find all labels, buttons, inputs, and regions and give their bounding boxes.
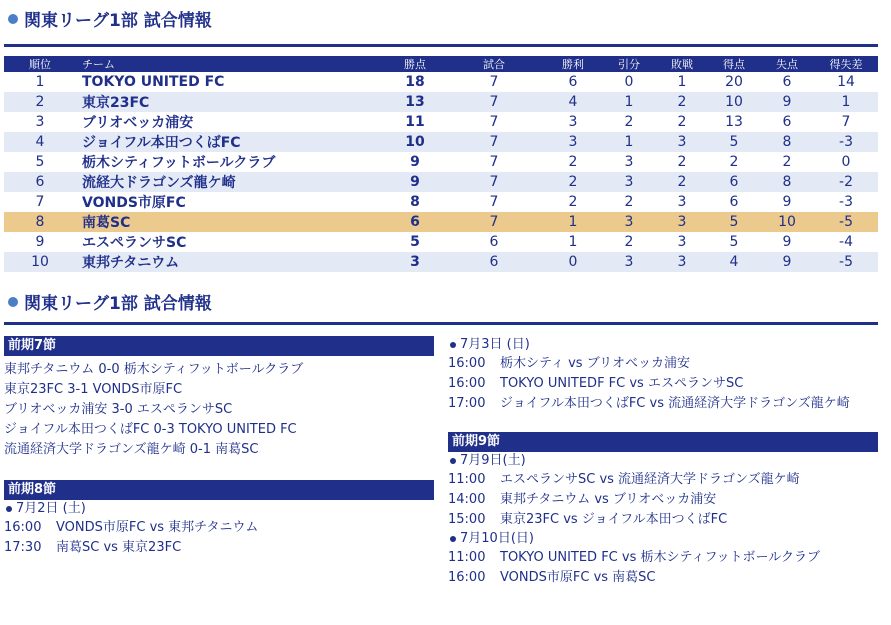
cell-lost: 3 <box>656 192 708 212</box>
match-date <box>4 500 434 518</box>
table-row <box>4 72 878 92</box>
divider <box>4 322 878 325</box>
result-line: 流通経済大学ドラゴンズ龍ケ崎 0-1 南葛SC <box>4 442 259 457</box>
header-drawn: 引分 <box>602 56 656 72</box>
table-row <box>4 132 878 152</box>
match-fixture: 南葛SC vs 東京23FC <box>56 540 182 555</box>
header-goals-for: 得点 <box>708 56 760 72</box>
cell-team: 流経大ドラゴンズ龍ケ崎 <box>76 172 386 192</box>
cell-won: 6 <box>544 72 602 92</box>
cell-goals-for: 2 <box>708 152 760 172</box>
match-line <box>448 470 878 490</box>
cell-goal-diff: -4 <box>814 232 878 252</box>
cell-goals-against: 2 <box>760 152 814 172</box>
cell-won: 2 <box>544 192 602 212</box>
bullet-icon <box>6 506 12 512</box>
cell-goal-diff: -5 <box>814 212 878 232</box>
table-row <box>4 212 878 232</box>
cell-drawn: 1 <box>602 132 656 152</box>
cell-goals-for: 5 <box>708 232 760 252</box>
cell-won: 2 <box>544 172 602 192</box>
match-fixture: 東邦チタニウム vs ブリオベッカ浦安 <box>500 492 717 507</box>
cell-points: 13 <box>386 92 444 112</box>
cell-drawn: 3 <box>602 152 656 172</box>
cell-rank: 6 <box>4 172 76 192</box>
cell-goal-diff: -5 <box>814 252 878 272</box>
match-time: 11:00 <box>448 550 486 565</box>
cell-points: 9 <box>386 172 444 192</box>
match-date-text: 7月9日(土) <box>460 453 526 468</box>
match-fixture: エスペランサSC vs 流通経済大学ドラゴンズ龍ケ崎 <box>500 472 800 487</box>
match-time: 14:00 <box>448 492 486 507</box>
table-row <box>4 192 878 212</box>
cell-goal-diff: 7 <box>814 112 878 132</box>
cell-played: 6 <box>444 232 544 252</box>
cell-goals-for: 20 <box>708 72 760 92</box>
cell-goals-for: 6 <box>708 192 760 212</box>
match-date-text: 7月2日 (土) <box>16 501 86 516</box>
cell-played: 7 <box>444 112 544 132</box>
match-line <box>448 548 878 568</box>
cell-played: 7 <box>444 192 544 212</box>
match-fixture: ジョイフル本田つくばFC vs 流通経済大学ドラゴンズ龍ケ崎 <box>500 396 850 411</box>
match-time: 17:00 <box>448 396 486 411</box>
divider <box>4 44 878 47</box>
cell-goals-against: 8 <box>760 172 814 192</box>
cell-goal-diff: -2 <box>814 172 878 192</box>
cell-drawn: 2 <box>602 232 656 252</box>
cell-goals-against: 9 <box>760 232 814 252</box>
result-line: ジョイフル本田つくばFC 0-3 TOKYO UNITED FC <box>4 422 297 437</box>
cell-drawn: 0 <box>602 72 656 92</box>
standings-title-text: 関東リーグ1部 試合情報 <box>24 11 212 31</box>
cell-goals-for: 13 <box>708 112 760 132</box>
match-time: 16:00 <box>448 356 486 371</box>
cell-points: 6 <box>386 212 444 232</box>
header-team: チーム <box>76 56 386 72</box>
match-date <box>448 336 878 354</box>
cell-goals-for: 4 <box>708 252 760 272</box>
table-row <box>4 232 878 252</box>
round9-heading: 前期9節 <box>448 432 878 452</box>
cell-drawn: 2 <box>602 192 656 212</box>
cell-lost: 2 <box>656 152 708 172</box>
cell-team: 栃木シティフットボールクラブ <box>76 152 386 172</box>
cell-points: 8 <box>386 192 444 212</box>
cell-points: 18 <box>386 72 444 92</box>
cell-rank: 9 <box>4 232 76 252</box>
match-line <box>448 394 878 414</box>
match-time: 17:30 <box>4 540 42 555</box>
cell-points: 5 <box>386 232 444 252</box>
cell-lost: 3 <box>656 232 708 252</box>
bullet-icon <box>8 297 18 307</box>
cell-goals-for: 6 <box>708 172 760 192</box>
cell-team: VONDS市原FC <box>76 192 386 212</box>
match-time: 16:00 <box>448 376 486 391</box>
cell-played: 7 <box>444 72 544 92</box>
table-row <box>4 172 878 192</box>
match-fixture: 栃木シティ vs ブリオベッカ浦安 <box>500 356 691 371</box>
match-line <box>448 374 878 394</box>
table-row <box>4 252 878 272</box>
match-line <box>448 354 878 374</box>
header-lost: 敗戦 <box>656 56 708 72</box>
bullet-icon <box>450 342 456 348</box>
header-points: 勝点 <box>386 56 444 72</box>
cell-won: 3 <box>544 132 602 152</box>
match-fixture: TOKYO UNITED FC vs 栃木シティフットボールクラブ <box>500 550 821 565</box>
cell-goals-against: 9 <box>760 92 814 112</box>
cell-goals-for: 10 <box>708 92 760 112</box>
cell-goals-for: 5 <box>708 132 760 152</box>
cell-rank: 10 <box>4 252 76 272</box>
header-played: 試合 <box>444 56 544 72</box>
match-line <box>448 568 878 588</box>
cell-drawn: 3 <box>602 252 656 272</box>
cell-played: 6 <box>444 252 544 272</box>
cell-lost: 1 <box>656 72 708 92</box>
cell-goal-diff: -3 <box>814 192 878 212</box>
cell-team: 南葛SC <box>76 212 386 232</box>
cell-goals-against: 6 <box>760 72 814 92</box>
bullet-icon <box>450 458 456 464</box>
cell-team: ブリオベッカ浦安 <box>76 112 386 132</box>
cell-lost: 2 <box>656 92 708 112</box>
round7-heading: 前期7節 <box>4 336 434 356</box>
cell-rank: 5 <box>4 152 76 172</box>
schedule-right-column <box>448 336 878 588</box>
header-goal-diff: 得失差 <box>814 56 878 72</box>
match-time: 15:00 <box>448 512 486 527</box>
cell-drawn: 2 <box>602 112 656 132</box>
match-fixture: VONDS市原FC vs 東邦チタニウム <box>56 520 259 535</box>
bullet-icon <box>450 536 456 542</box>
match-line <box>4 538 434 558</box>
match-time: 16:00 <box>448 570 486 585</box>
schedule-title-text: 関東リーグ1部 試合情報 <box>24 294 212 314</box>
cell-rank: 4 <box>4 132 76 152</box>
table-row <box>4 112 878 132</box>
cell-rank: 2 <box>4 92 76 112</box>
cell-played: 7 <box>444 92 544 112</box>
cell-goal-diff: -3 <box>814 132 878 152</box>
cell-team: 東邦チタニウム <box>76 252 386 272</box>
match-line <box>4 518 434 538</box>
cell-rank: 3 <box>4 112 76 132</box>
table-row <box>4 92 878 112</box>
match-date <box>448 530 878 548</box>
cell-won: 0 <box>544 252 602 272</box>
cell-goals-against: 9 <box>760 192 814 212</box>
cell-points: 10 <box>386 132 444 152</box>
match-date-text: 7月3日 (日) <box>460 337 530 352</box>
cell-won: 2 <box>544 152 602 172</box>
bullet-icon <box>8 14 18 24</box>
schedule-title <box>8 289 212 314</box>
cell-points: 11 <box>386 112 444 132</box>
cell-team: TOKYO UNITED FC <box>76 72 386 92</box>
cell-played: 7 <box>444 152 544 172</box>
cell-played: 7 <box>444 172 544 192</box>
cell-won: 1 <box>544 212 602 232</box>
cell-goal-diff: 0 <box>814 152 878 172</box>
header-goals-against: 失点 <box>760 56 814 72</box>
cell-lost: 3 <box>656 252 708 272</box>
cell-drawn: 3 <box>602 212 656 232</box>
standings-title <box>8 6 212 31</box>
cell-team: ジョイフル本田つくばFC <box>76 132 386 152</box>
cell-won: 3 <box>544 112 602 132</box>
match-time: 11:00 <box>448 472 486 487</box>
result-line: ブリオベッカ浦安 3-0 エスペランサSC <box>4 402 233 417</box>
cell-goals-against: 9 <box>760 252 814 272</box>
match-date <box>448 452 878 470</box>
cell-lost: 2 <box>656 172 708 192</box>
cell-rank: 8 <box>4 212 76 232</box>
match-line <box>448 490 878 510</box>
cell-goals-against: 6 <box>760 112 814 132</box>
cell-won: 4 <box>544 92 602 112</box>
cell-lost: 3 <box>656 212 708 232</box>
match-fixture: VONDS市原FC vs 南葛SC <box>500 570 656 585</box>
cell-goals-against: 8 <box>760 132 814 152</box>
cell-rank: 7 <box>4 192 76 212</box>
cell-points: 3 <box>386 252 444 272</box>
cell-team: 東京23FC <box>76 92 386 112</box>
match-date-text: 7月10日(日) <box>460 531 534 546</box>
cell-played: 7 <box>444 132 544 152</box>
standings-header-row <box>4 56 878 72</box>
round8-heading: 前期8節 <box>4 480 434 500</box>
match-line <box>448 510 878 530</box>
result-line: 東京23FC 3-1 VONDS市原FC <box>4 382 183 397</box>
match-fixture: 東京23FC vs ジョイフル本田つくばFC <box>500 512 728 527</box>
cell-drawn: 1 <box>602 92 656 112</box>
cell-goal-diff: 1 <box>814 92 878 112</box>
standings-table <box>4 56 878 272</box>
header-won: 勝利 <box>544 56 602 72</box>
cell-rank: 1 <box>4 72 76 92</box>
cell-won: 1 <box>544 232 602 252</box>
cell-goal-diff: 14 <box>814 72 878 92</box>
header-rank: 順位 <box>4 56 76 72</box>
match-time: 16:00 <box>4 520 42 535</box>
result-line: 東邦チタニウム 0-0 栃木シティフットボールクラブ <box>4 362 304 377</box>
match-fixture: TOKYO UNITEDF FC vs エスペランサSC <box>500 376 744 391</box>
cell-lost: 3 <box>656 132 708 152</box>
cell-played: 7 <box>444 212 544 232</box>
schedule-left-column <box>4 336 434 558</box>
table-row <box>4 152 878 172</box>
cell-goals-for: 5 <box>708 212 760 232</box>
cell-points: 9 <box>386 152 444 172</box>
cell-drawn: 3 <box>602 172 656 192</box>
cell-team: エスペランサSC <box>76 232 386 252</box>
cell-lost: 2 <box>656 112 708 132</box>
cell-goals-against: 10 <box>760 212 814 232</box>
